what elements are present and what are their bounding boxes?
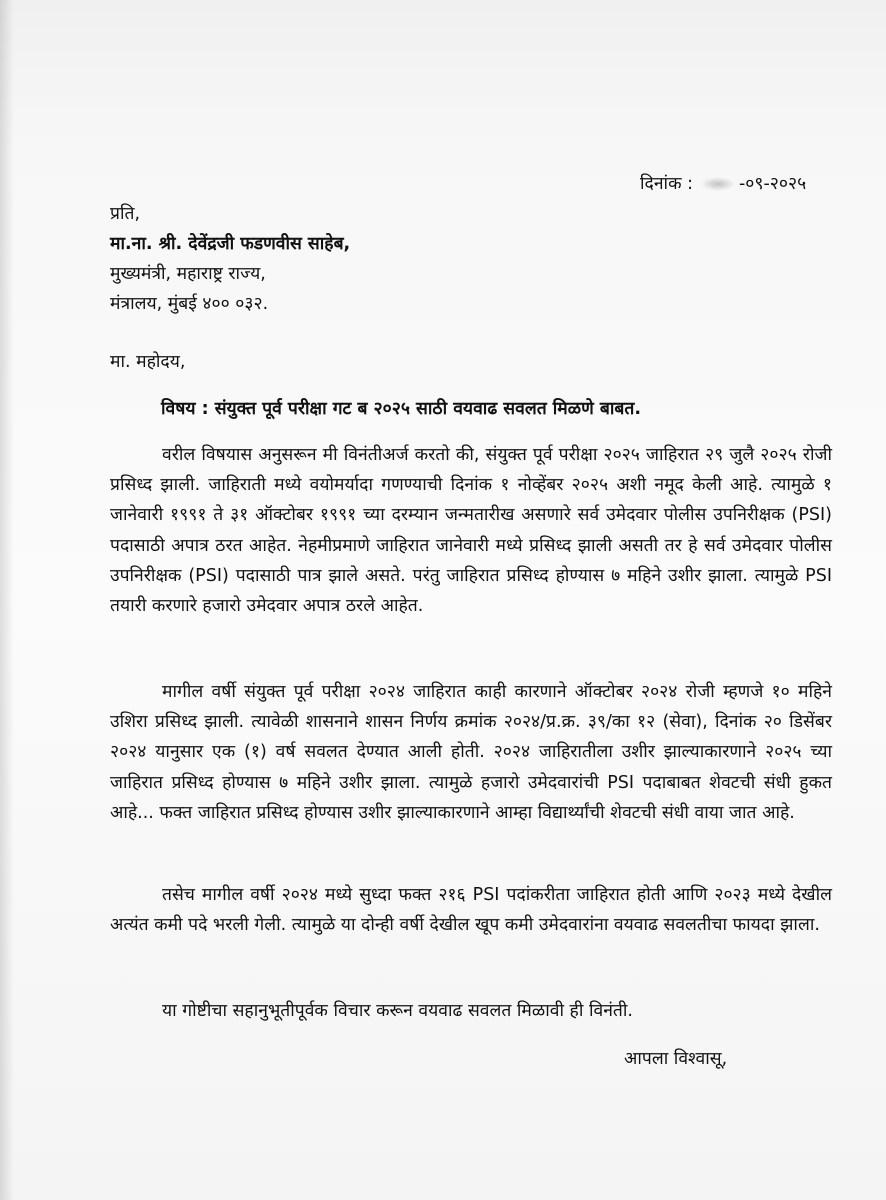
signoff: आपला विश्वासू, [624,1049,728,1069]
salutation: मा. महोदय, [110,352,186,372]
body-paragraph-1: वरील विषयास अनुसरून मी विनंतीअर्ज करतो की, संयुक्त पूर्व परीक्षा २०२५ जाहिरात २९ जुलै २०२५ रोजी प्रसिध्द झाली. जाहिराती मध्ये वयोमर्यादा गणण्याची दिनांक १ नोव्हेंबर २०२५ अशी नमूद केली आहे. त्यामुळे १ जानेवारी १९९१ ते ३१ ऑक्टोबर १९९१ च्या दरम्यान जन्मतारीख असणारे सर्व उमेदवार पोलीस उपनिरीक्षक (PSI) पदासाठी अपात्र ठरत आहेत. नेहमीप्रमाणे जाहिरात जानेवारी मध्ये प्रसिध्द झाली असती तर हे सर्व उमेदवार पोलीस उपनिरीक्षक (PSI) पदासाठी पात्र झाले असते. परंतु जाहिरात प्रसिध्द होण्यास ७ महिने उशीर झाला. त्यामुळे PSI तयारी करणारे हजारो उमेदवार अपात्र ठरले आहेत. [110,445,832,617]
body-paragraph-2: मागील वर्षी संयुक्त पूर्व परीक्षा २०२४ जाहिरात काही कारणाने ऑक्टोबर २०२४ रोजी म्हणजे १० महिने उशिरा प्रसिध्द झाली. त्यावेळी शासनाने शासन निर्णय क्रमांक २०२४/प्र.क्र. ३९/का १२ (सेवा), दिनांक २० डिसेंबर २०२४ यानुसार एक (१) वर्ष सवलत देण्यात आली होती. २०२४ जाहिरातीला उशीर झाल्याकारणाने २०२५ च्या जाहिरात प्रसिध्द होण्यास ७ महिने उशीर झाला. त्यामुळे हजारो उमेदवारांची PSI पदाबाबत शेवटची संधी हुकत आहे... फक्त जाहिरात प्रसिध्द होण्यास उशीर झाल्याकारणाने आम्हा विद्यार्थ्यांची शेवटची संधी वाया जात आहे. [110,682,832,823]
page-edge-shadow [0,0,14,1200]
recipient-prefix: प्रति, [110,204,141,224]
recipient-name: मा.ना. श्री. देवेंद्रजी फडणवीस साहेब, [110,234,351,254]
date-redacted-blur [701,177,735,191]
recipient-address: मंत्रालय, मुंबई ४०० ०३२. [110,294,269,314]
date-value: -०९-२०२५ [738,174,807,194]
subject-line: विषय : संयुक्त पूर्व परीक्षा गट ब २०२५ साठी वयवाढ सवलत मिळणे बाबत. [161,399,641,419]
date-label: दिनांक : [640,174,693,194]
body-paragraph-3: तसेच मागील वर्षी २०२४ मध्ये सुध्दा फक्त २१६ PSI पदांकरीता जाहिरात होती आणि २०२३ मध्ये देखील अत्यंत कमी पदे भरली गेली. त्यामुळे या दोन्ही वर्षी देखील खूप कमी उमेदवारांना वयवाढ सवलतीचा फायदा झाला. [110,885,832,936]
closing-request: या गोष्टीचा सहानुभूतीपूर्वक विचार करून वयवाढ सवलत मिळावी ही विनंती. [162,1001,633,1021]
recipient-designation: मुख्यमंत्री, महाराष्ट्र राज्य, [110,264,266,284]
date-row [640,171,806,195]
